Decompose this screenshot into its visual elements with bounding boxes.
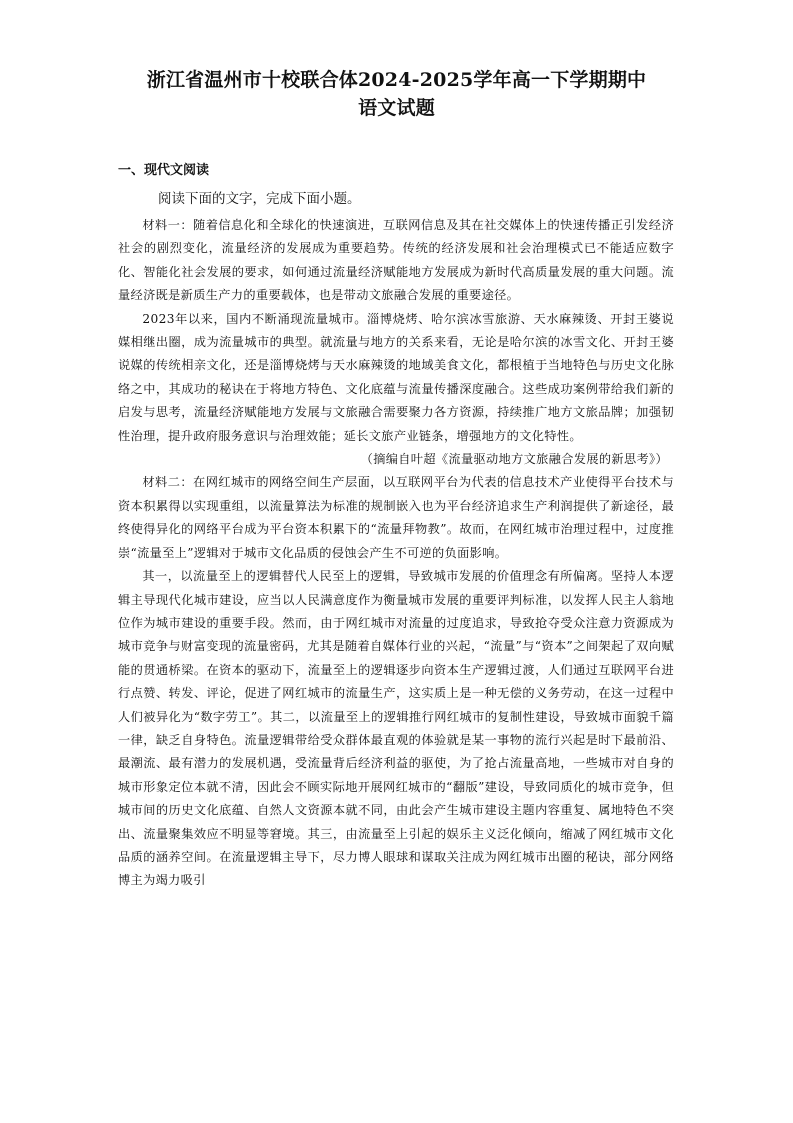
- paragraph-material-2: 材料二：在网红城市的网络空间生产层面，以互联网平台为代表的信息技术产业使得平台技术与资本积累得以实现重组，以流量算法为标准的规制嵌入也为平台经济追求生产利润提供了新途径，最终使得异化的网络平台成为平台资本积累下的“流量拜物教”。故而，在网红城市治理过程中，过度推崇“流量至上”逻辑对于城市文化品质的侵蚀会产生不可逆的负面影响。: [118, 475, 674, 560]
- reading-instruction: 阅读下面的文字，完成下面小题。: [158, 191, 361, 207]
- section-heading: 一、现代文阅读: [118, 163, 210, 178]
- document-title: [90, 66, 703, 122]
- source-citation: （摘编自叶超《流量驱动地方文旅融合发展的新思考》）: [360, 452, 668, 467]
- paragraph-material-1: 材料一：随着信息化和全球化的快速演进，互联网信息及其在社交媒体上的快速传播正引发经济社会的剧烈变化，流量经济的发展成为重要趋势。传统的经济发展和社会治理模式已不能适应数字化、智能化社会发展的要求，如何通过流量经济赋能地方发展成为新时代高质量发展的重大问题。流量经济既是新质生产力的重要载体，也是带动文旅融合发展的重要途径。: [118, 218, 674, 303]
- reading-passage: [118, 214, 674, 893]
- paragraph-5: 其一，以流量至上的逻辑替代人民至上的逻辑，导致城市发展的价值理念有所偏离。坚持人本逻辑主导现代化城市建设，应当以人民满意度作为衡量城市发展的重要评判标准，以发挥人民主人翁地位作为城市建设的重要手段。然而，由于网红城市对流量的过度追求，导致抢夺受众注意力资源成为城市竞争与财富变现的流量密码，尤其是随着自媒体行业的兴起，“流量”与“资本”之间架起了双向赋能的贯通桥梁。在资本的驱动下，流量至上的逻辑逐步向资本生产逻辑过渡，人们通过互联网平台进行点赞、转发、评论，促进了网红城市的流量生产，这实质上是一种无偿的义务劳动，在这一过程中人们被异化为“数字劳工”。其二，以流量至上的逻辑推行网红城市的复制性建设，导致城市面貌千篇一律，缺乏自身特色。流量逻辑带给受众群体最直观的体验就是某一事物的流行兴起是时下最前沿、最潮流、最有潜力的发展机遇，受流量背后经济利益的驱使，为了抢占流量高地，一些城市对自身的城市形象定位本就不清，因此会不顾实际地开展网红城市的“翻版”建设，导致同质化的城市竞争，但城市间的历史文化底蕴、自然人文资源本就不同，由此会产生城市建设主题内容重复、属地特色不突出、流量聚集效应不明显等窘境。其三，由流量至上引起的娱乐主义泛化倾向，缩减了网红城市文化品质的涵养空间。在流量逻辑主导下，尽力博人眼球和谋取关注成为网红城市出圈的秘诀，部分网络博主为竭力吸引: [118, 569, 674, 888]
- title-line-2: 语文试题: [358, 97, 435, 119]
- paragraph-2: 2023年以来，国内不断涌现流量城市。淄博烧烤、哈尔滨冰雪旅游、天水麻辣烫、开封王婆说媒相继出圈，成为流量城市的典型。就流量与地方的关系来看，无论是哈尔滨的冰雪文化、开封王婆说媒的传统相亲文化，还是淄博烧烤与天水麻辣烫的地域美食文化，都根植于当地特色与历史文化脉络之中，其成功的秘诀在于将地方特色、文化底蕴与流量传播深度融合。这些成功案例带给我们新的启发与思考，流量经济赋能地方发展与文旅融合需要聚力各方资源，持续推广地方文旅品牌；加强韧性治理，提升政府服务意识与治理效能；延长文旅产业链条，增强地方的文化特性。: [118, 311, 674, 443]
- title-line-1: 浙江省温州市十校联合体2024-2025学年高一下学期期中: [146, 69, 647, 91]
